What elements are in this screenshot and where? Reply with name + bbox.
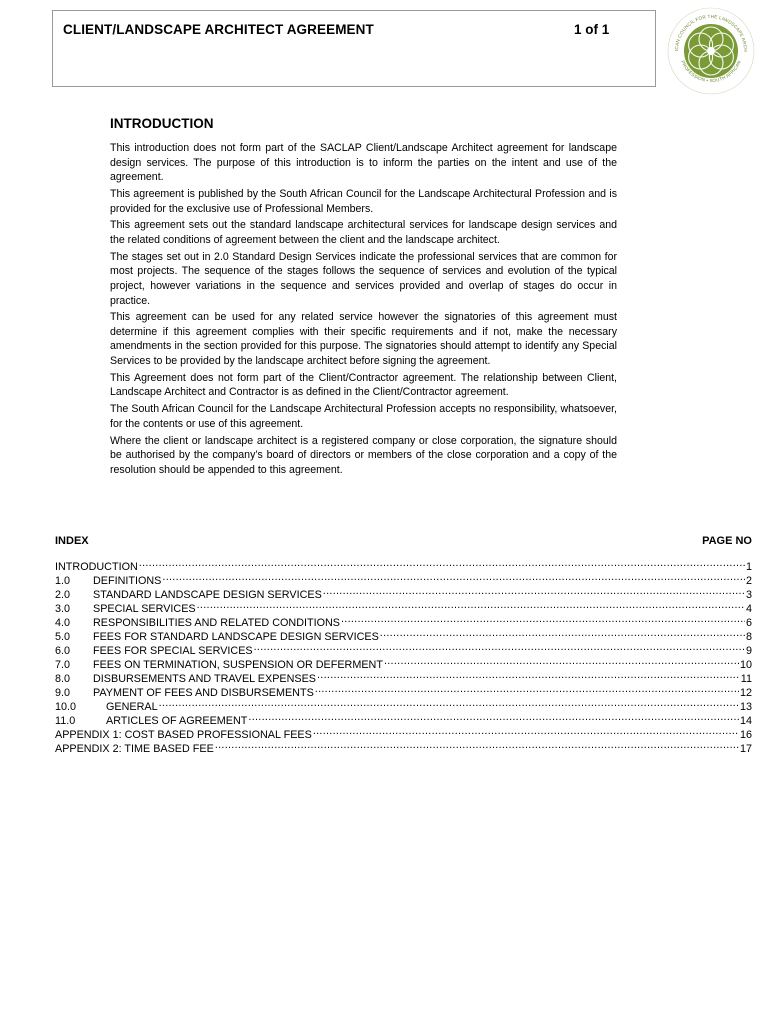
toc-entry-title: STANDARD LANDSCAPE DESIGN SERVICES (93, 589, 322, 601)
toc-leader-dots (248, 710, 739, 724)
intro-paragraph: This agreement can be used for any related service however the signatories of this agreement must determine if this agreement complies with their specific requirements and if not, make the necessary amendments in the section provided for this purpose. The signatories should attempt to identify any Special Services to be provided by the landscape architect before signing the agreement. (110, 311, 617, 368)
toc-leader-dots (254, 640, 745, 654)
toc-leader-dots (159, 696, 739, 710)
toc-entry-page: 12 (739, 687, 752, 699)
toc-entry-number: 9.0 (55, 687, 71, 699)
intro-paragraph: This Agreement does not form part of the Client/Contractor agreement. The relationship between Client, Landscape Architect and Contractor is as defined in the Client/Contractor agreement. (110, 371, 617, 399)
introduction-heading: INTRODUCTION (110, 116, 214, 131)
toc-leader-dots (317, 668, 740, 682)
logo-ring-text-bottom: PROFESSION • SOUTH AFRICAN (680, 59, 742, 84)
toc-entry[interactable] (55, 556, 752, 573)
toc-leader-dots (162, 570, 745, 584)
logo-ring-text-top: ICAN COUNCIL FOR THE LANDSCAPE ARCH (673, 13, 749, 52)
toc-entry-number: 2.0 (55, 589, 71, 601)
introduction-body (110, 141, 617, 480)
toc-entry-page: 8 (745, 631, 752, 643)
toc-entry-number: 3.0 (55, 603, 71, 615)
toc-entry-number: 11.0 (55, 715, 76, 727)
toc-entry-page: 14 (739, 715, 752, 727)
toc-leader-dots (323, 584, 745, 598)
index-heading: INDEX (55, 535, 89, 547)
toc-entry-number: 7.0 (55, 659, 71, 671)
toc-entry-title: RESPONSIBILITIES AND RELATED CONDITIONS (93, 617, 340, 629)
toc-leader-dots (215, 738, 739, 752)
toc-entry-title: PAYMENT OF FEES AND DISBURSEMENTS (93, 687, 314, 699)
toc-entry-page: 3 (745, 589, 752, 601)
toc-leader-dots (197, 598, 745, 612)
intro-paragraph: The stages set out in 2.0 Standard Design Services indicate the professional services that are common for most projects. The sequence of the stages follows the sequence of services and evolution of the typical project, however variations in the sequence and services provided and overlap of stages do occur in practice. (110, 250, 617, 307)
toc-leader-dots (341, 612, 745, 626)
toc-entry-number: 1.0 (55, 575, 71, 587)
toc-entry-page: 4 (745, 603, 752, 615)
toc-entry-title: APPENDIX 1: COST BASED PROFESSIONAL FEES (55, 729, 312, 741)
intro-paragraph: This agreement sets out the standard landscape architectural services for landscape design services and the related conditions of agreement between the client and the landscape architect. (110, 219, 617, 246)
toc-entry-page: 6 (745, 617, 752, 629)
toc-entry-number: 5.0 (55, 631, 71, 643)
page-no-heading: PAGE NO (702, 535, 752, 547)
toc-entry-number: 4.0 (55, 617, 71, 629)
toc-leader-dots (380, 626, 745, 640)
toc-entry-title: DISBURSEMENTS AND TRAVEL EXPENSES (93, 673, 316, 685)
toc-entry-page: 9 (745, 645, 752, 657)
document-title: CLIENT/LANDSCAPE ARCHITECT AGREEMENT (63, 22, 374, 37)
toc-entry-number: 10.0 (55, 701, 77, 713)
toc-entry[interactable] (55, 710, 752, 727)
toc-entry-page: 17 (739, 743, 752, 755)
toc-entry-page: 2 (745, 575, 752, 587)
toc-entry[interactable] (55, 570, 752, 587)
intro-paragraph: This agreement is published by the South African Council for the Landscape Architectural Profession and is provided for the exclusive use of Professional Members. (110, 187, 617, 215)
toc-entry-number: 6.0 (55, 645, 71, 657)
toc-entry-page: 11 (740, 673, 752, 685)
table-of-contents (55, 556, 752, 755)
intro-paragraph: This introduction does not form part of the SACLAP Client/Landscape Architect agreement for landscape design services. The purpose of this introduction is to inform the parties on the intent and use of the agreement. (110, 142, 617, 184)
toc-leader-dots (315, 682, 739, 696)
toc-entry-page: 13 (739, 701, 752, 713)
toc-entry-title: ARTICLES OF AGREEMENT (106, 715, 248, 727)
toc-entry-title: SPECIAL SERVICES (93, 603, 196, 615)
toc-leader-dots (139, 556, 745, 570)
toc-entry-title: FEES FOR SPECIAL SERVICES (93, 645, 253, 657)
toc-entry-page: 16 (739, 729, 752, 741)
toc-leader-dots (384, 654, 739, 668)
toc-entry-page: 10 (739, 659, 752, 671)
toc-leader-dots (313, 724, 739, 738)
page-count: 1 of 1 (574, 22, 610, 37)
saclap-flower-seal-icon (666, 6, 756, 96)
toc-entry[interactable] (55, 696, 752, 713)
toc-entry-page: 1 (745, 561, 752, 573)
toc-entry-title: FEES FOR STANDARD LANDSCAPE DESIGN SERVICES (93, 631, 379, 643)
intro-paragraph: The South African Council for the Landscape Architectural Profession accepts no responsibility, whatsoever, for the contents or use of this agreement. (110, 403, 617, 430)
intro-paragraph: Where the client or landscape architect is a registered company or close corporation, the signature should be authorised by the company’s board of directors or members of the close corporation and a copy of the resolution should be appended to this agreement. (110, 434, 617, 476)
toc-entry-number: 8.0 (55, 673, 71, 685)
toc-entry-title: FEES ON TERMINATION, SUSPENSION OR DEFERMENT (93, 659, 383, 671)
toc-entry-title: INTRODUCTION (55, 561, 138, 573)
toc-entry-title: GENERAL (106, 701, 158, 713)
toc-entry-title: DEFINITIONS (93, 575, 162, 587)
document-header (52, 10, 656, 87)
index-header (55, 535, 752, 551)
toc-entry-title: APPENDIX 2: TIME BASED FEE (55, 743, 214, 755)
